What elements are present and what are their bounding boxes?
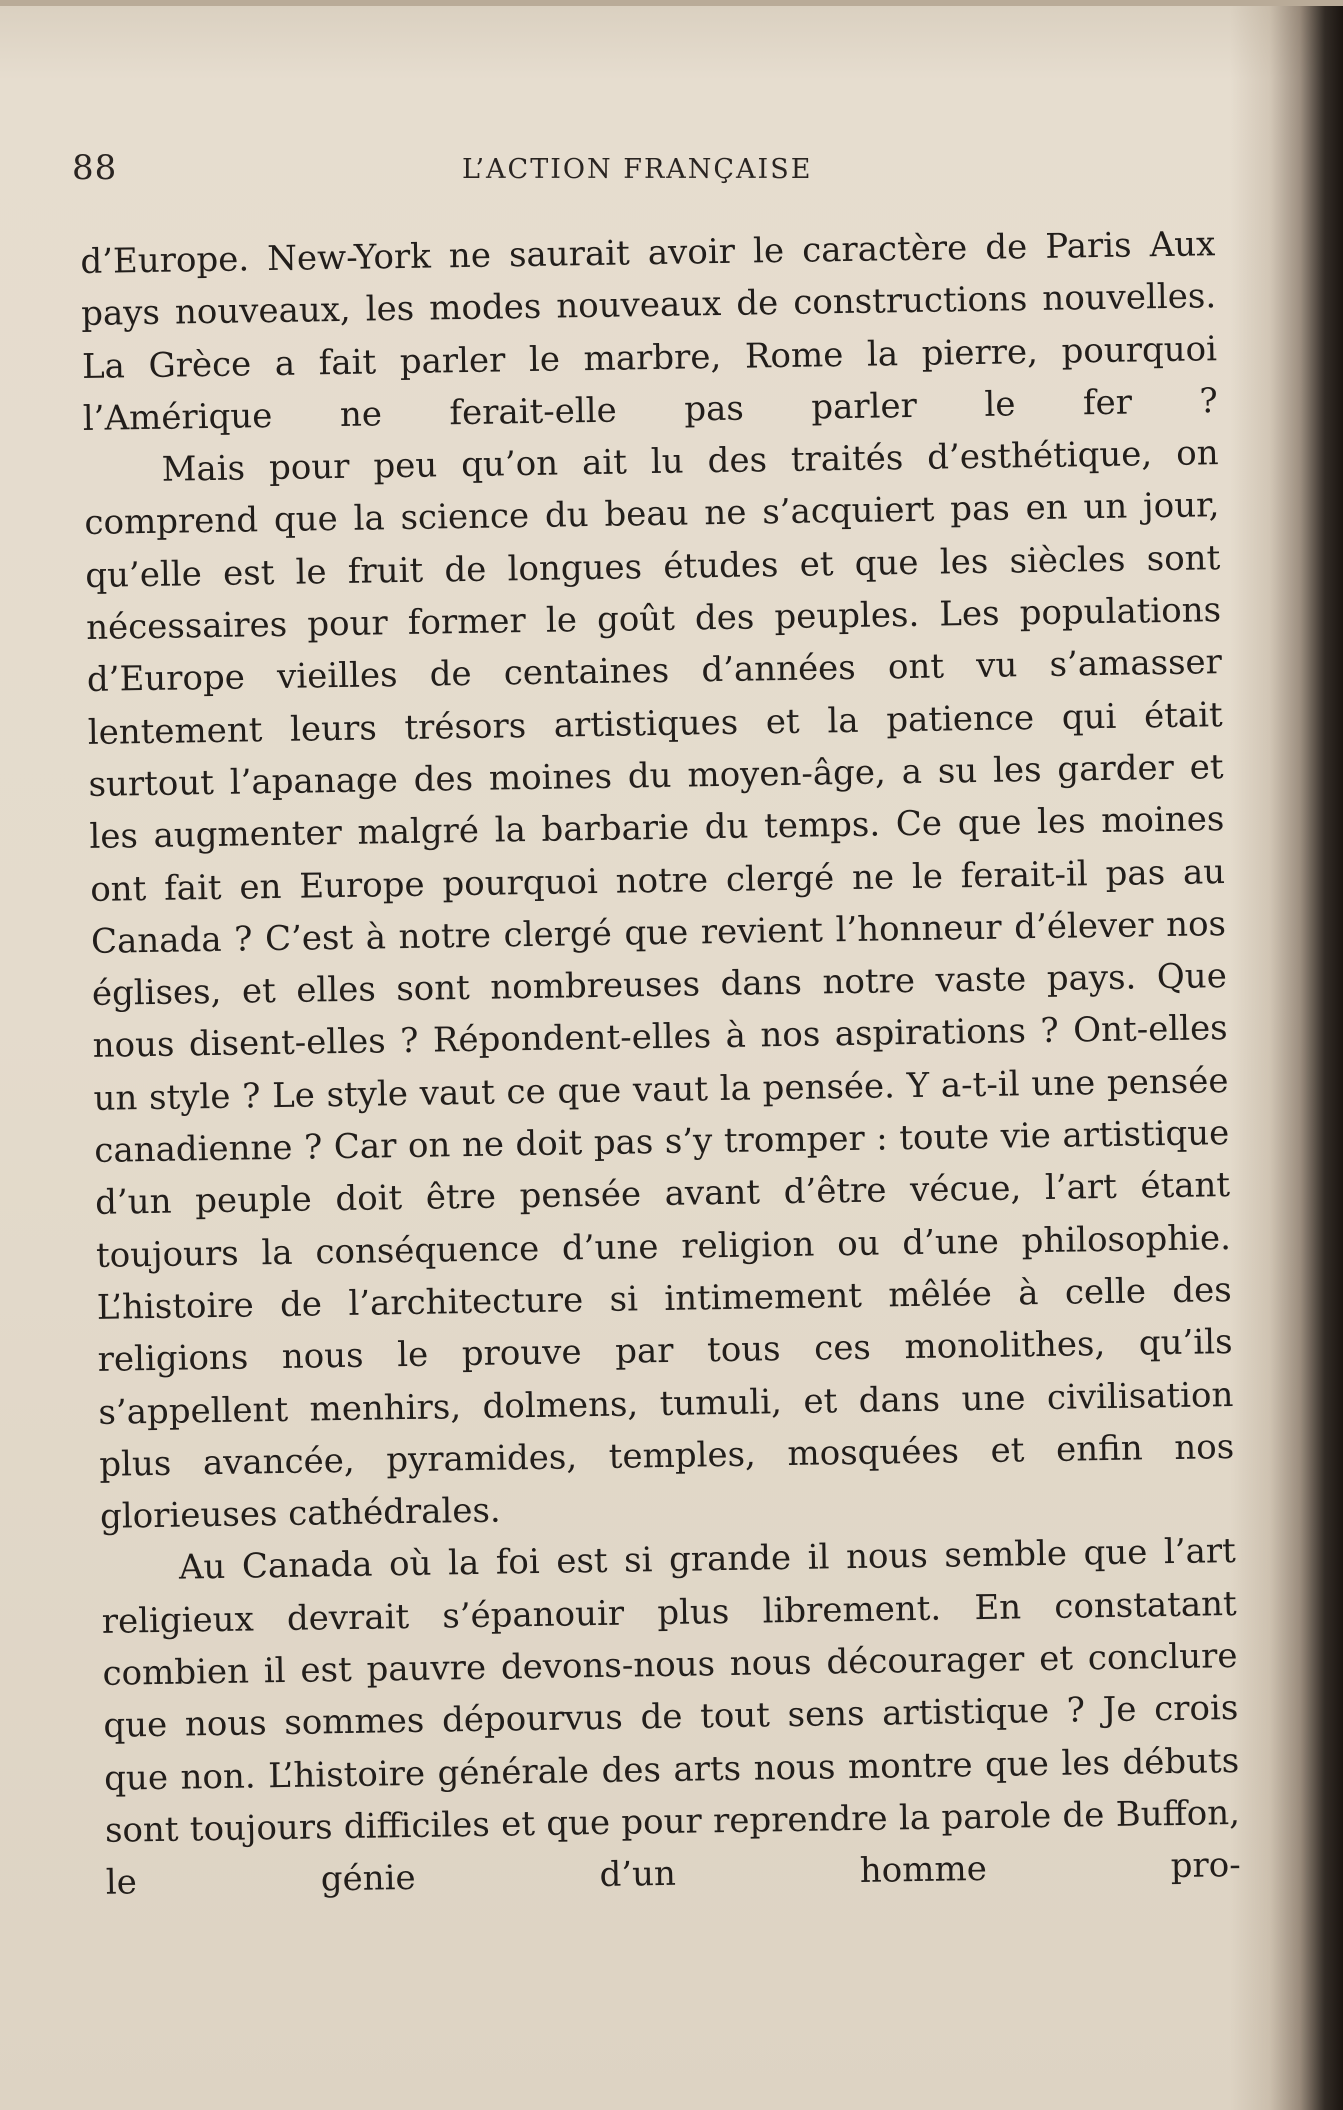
paragraph-2: Mais pour peu qu’on ait lu des traités d’esthétique, on comprend que la science du beau ne s’acquiert pas en un jour, qu’elle est le fruit de longues études et que les siècles sont nécessaires pour former le goût des peuples. Les populations d’Europe vieilles de centaines d’années ont vu s’amasser lentement leurs trésors artistiques et la patience qui était surtout l’apanage des moines du moyen-âge, a su les garder et les augmenter malgré la barbarie du temps. Ce que les moines ont fait en Europe pourquoi notre clergé ne le ferait-il pas au Canada ? C’est à notre clergé que revient l’honneur d’élever nos églises, et elles sont nombreuses dans notre vaste pays. Que nous disent-elles ? Répondent-elles à nos aspirations ? Ont-elles un style ? Le style vaut ce que vaut la pensée. Y a-t-il une pensée canadienne ? Car on ne doit pas s’y tromper : toute vie artistique d’un peuple doit être pensée avant d’être vécue, l’art étant toujours la conséquence d’une religion ou d’une philosophie. L’histoire de l’architecture si intimement mêlée à celle des religions nous le prouve par tous ces monolithes, qu’ils s’appellent menhirs, dolmens, tumuli, et dans une civilisation plus avancée, pyramides, temples, mosquées et enfin nos glorieuses cathédrales. bbox=[84, 433, 1235, 1537]
page-header bbox=[72, 148, 1212, 198]
paragraph-3: Au Canada où la foi est si grande il nous semble que l’art religieux devrait s’épanouir plus librement. En constatant combien il est pauvre devons-nous nous décourager et conclure que nous sommes dépourvus de tout sens artistique ? Je crois que non. L’histoire générale des arts nous montre que les débuts sont toujours difficiles et que pour reprendre la parole de Buffon, le génie d’un homme pro- bbox=[101, 1531, 1242, 1903]
running-title: L’ACTION FRANÇAISE bbox=[462, 154, 813, 185]
page-top-edge bbox=[0, 0, 1343, 6]
body-text bbox=[80, 218, 1241, 1909]
page-number: 88 bbox=[72, 148, 118, 188]
paragraph-1: d’Europe. New-York ne saurait avoir le caractère de Paris Aux pays nouveaux, les modes nouveaux de constructions nouvelles. La Grèce a fait parler le marbre, Rome la pierre, pourquoi l’Amérique ne ferait-elle pas parler le fer ? bbox=[80, 224, 1219, 439]
